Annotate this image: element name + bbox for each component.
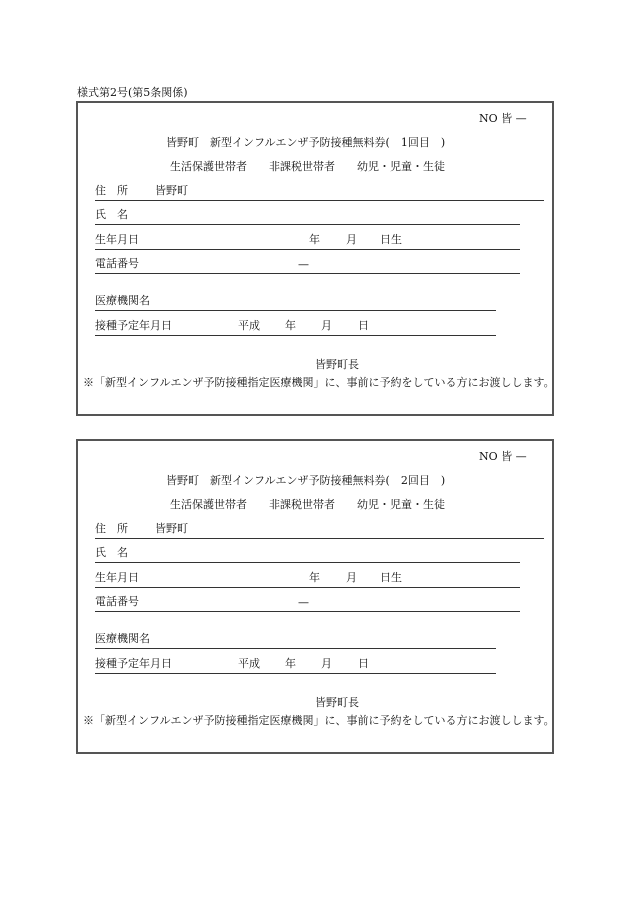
vaccination-day-unit: 日: [358, 657, 369, 670]
address-field[interactable]: [95, 182, 544, 201]
birth-day-unit: 日生: [380, 233, 402, 246]
vaccination-date-label: 接種予定年月日: [95, 657, 172, 670]
name-field[interactable]: [95, 544, 520, 563]
issuer-mayor: 皆野町長: [315, 358, 359, 371]
vaccination-year-unit: 年: [285, 319, 296, 332]
clinic-label: 医療機関名: [95, 294, 150, 307]
birth-day-unit: 日生: [380, 571, 402, 584]
birthdate-field[interactable]: [95, 569, 520, 588]
eligibility-categories: 生活保護世帯者 非課税世帯者 幼児・児童・生徒: [170, 498, 445, 511]
phone-field[interactable]: [95, 593, 520, 612]
notice-text: ※「新型インフルエンザ予防接種指定医療機関」に、事前に予約をしている方にお渡しします。: [83, 376, 555, 389]
vaccination-year-unit: 年: [285, 657, 296, 670]
notice-text: ※「新型インフルエンザ予防接種指定医療機関」に、事前に予約をしている方にお渡しします。: [83, 714, 555, 727]
birthdate-field[interactable]: [95, 231, 520, 250]
eligibility-categories: 生活保護世帯者 非課税世帯者 幼児・児童・生徒: [170, 160, 445, 173]
birth-month-unit: 月: [346, 571, 357, 584]
phone-label: 電話番号: [95, 257, 139, 270]
birthdate-label: 生年月日: [95, 571, 139, 584]
issuer-mayor: 皆野町長: [315, 696, 359, 709]
address-label: 住 所: [95, 184, 128, 197]
phone-dash: —: [298, 596, 309, 609]
voucher-number: NO 皆 —: [479, 112, 527, 125]
phone-label: 電話番号: [95, 595, 139, 608]
form-number-label: 様式第2号(第5条関係): [77, 86, 188, 99]
clinic-field[interactable]: [95, 630, 496, 649]
vaccination-month-unit: 月: [321, 657, 332, 670]
address-label: 住 所: [95, 522, 128, 535]
clinic-label: 医療機関名: [95, 632, 150, 645]
birth-month-unit: 月: [346, 233, 357, 246]
vaccination-era: 平成: [238, 657, 260, 670]
voucher-card-1: [76, 101, 554, 416]
phone-dash: —: [298, 258, 309, 271]
birthdate-label: 生年月日: [95, 233, 139, 246]
clinic-field[interactable]: [95, 292, 496, 311]
voucher-number: NO 皆 —: [479, 450, 527, 463]
address-field[interactable]: [95, 520, 544, 539]
birth-year-unit: 年: [309, 233, 320, 246]
voucher-title: 皆野町 新型インフルエンザ予防接種無料券( 2回目 ): [166, 474, 446, 487]
birth-year-unit: 年: [309, 571, 320, 584]
vaccination-day-unit: 日: [358, 319, 369, 332]
address-value: 皆野町: [155, 522, 188, 535]
name-label: 氏 名: [95, 208, 128, 221]
voucher-title: 皆野町 新型インフルエンザ予防接種無料券( 1回目 ): [166, 136, 446, 149]
name-label: 氏 名: [95, 546, 128, 559]
vaccination-era: 平成: [238, 319, 260, 332]
phone-field[interactable]: [95, 255, 520, 274]
address-value: 皆野町: [155, 184, 188, 197]
voucher-card-2: [76, 439, 554, 754]
vaccination-month-unit: 月: [321, 319, 332, 332]
vaccination-date-field[interactable]: [95, 655, 496, 674]
vaccination-date-field[interactable]: [95, 317, 496, 336]
vaccination-date-label: 接種予定年月日: [95, 319, 172, 332]
name-field[interactable]: [95, 206, 520, 225]
